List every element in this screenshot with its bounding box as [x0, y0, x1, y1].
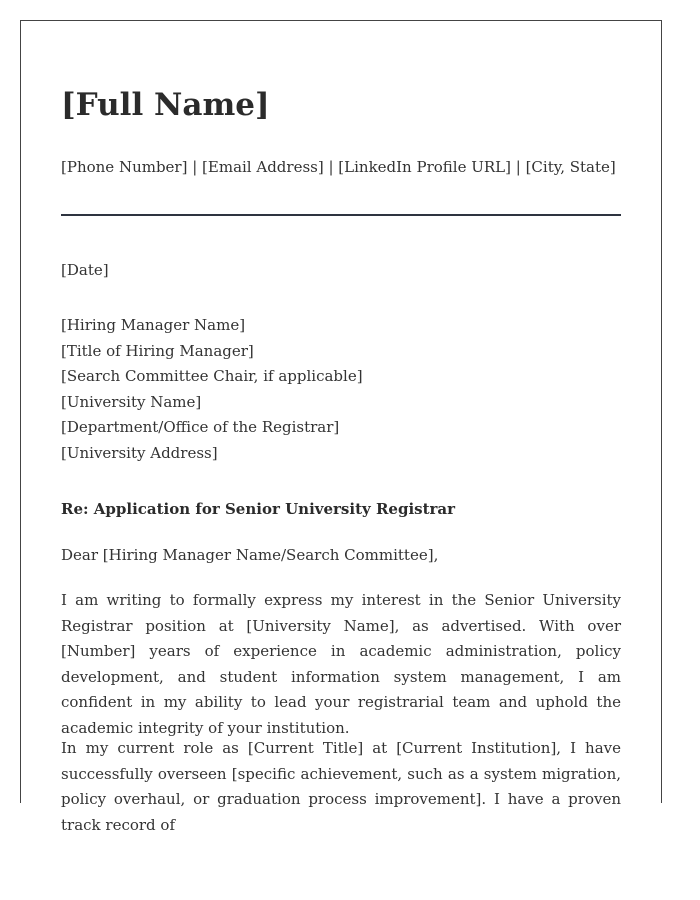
salutation: Dear [Hiring Manager Name/Search Committee], [61, 546, 439, 564]
body-paragraph: In my current role as [Current Title] at [Current Institution], I have successfully overseen [specific achievement, such as a system migration, policy overhaul, or graduation process improvement]. I have a proven track record of [61, 739, 621, 834]
header-divider [61, 214, 621, 216]
full-name-heading: [Full Name] [61, 87, 270, 123]
contact-info: [Phone Number] | [Email Address] | [LinkedIn Profile URL] | [City, State] [61, 158, 616, 176]
recipient-line: [University Name] [61, 392, 202, 411]
recipient-line: [University Address] [61, 443, 218, 462]
recipient-address-block [61, 313, 363, 467]
subject-line: Re: Application for Senior University Registrar [61, 500, 456, 518]
body-paragraph: I am writing to formally express my interest in the Senior University Registrar position at [University Name], as advertised. With over [Number] years of experience in academic administration, policy development, and student information system management, I am confident in my ability to lead your registrarial team and uphold the academic integrity of your institution. [61, 591, 621, 737]
letter-page [20, 20, 662, 834]
recipient-line: [Department/Office of the Registrar] [61, 418, 340, 437]
recipient-line: [Hiring Manager Name] [61, 316, 246, 334]
letter-date: [Date] [61, 261, 109, 279]
recipient-line: [Search Committee Chair, if applicable] [61, 367, 363, 386]
recipient-line: [Title of Hiring Manager] [61, 341, 254, 360]
